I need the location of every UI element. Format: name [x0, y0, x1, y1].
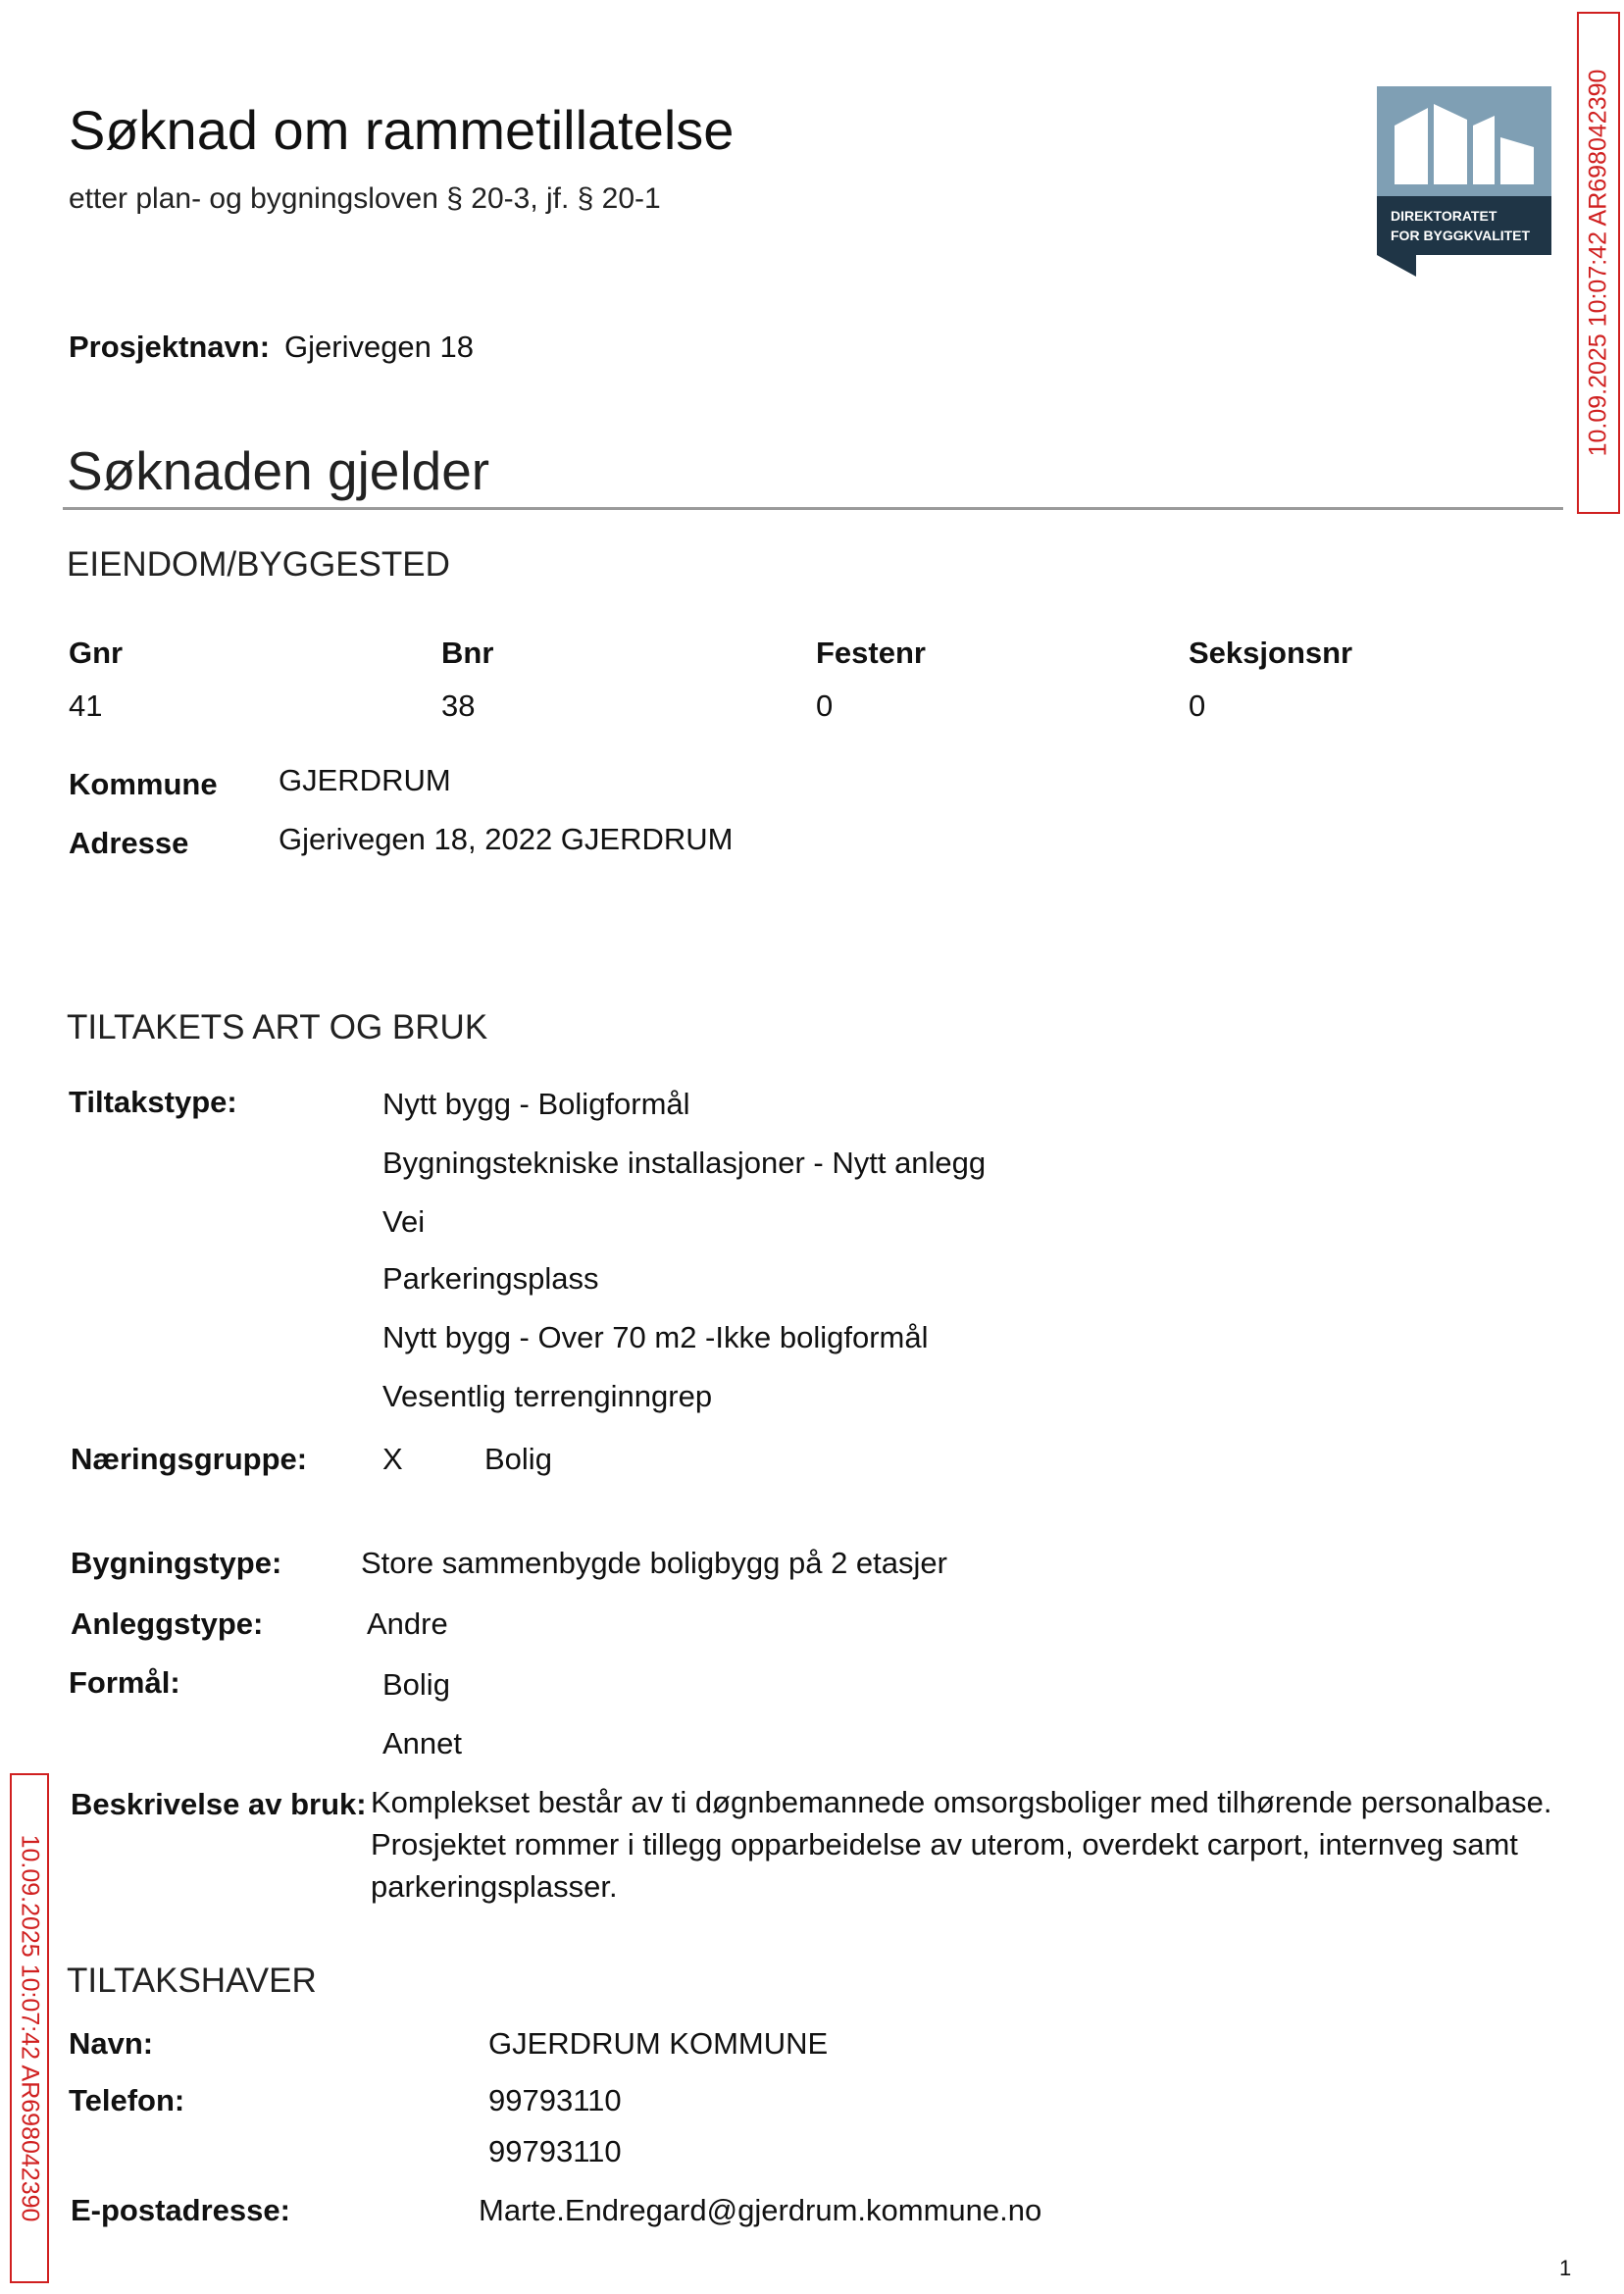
formal-item: Bolig — [382, 1667, 450, 1702]
tiltakstype-label: Tiltakstype: — [69, 1085, 237, 1119]
dibk-logo-icon — [1377, 86, 1551, 277]
bygningstype-value: Store sammenbygde boligbygg på 2 etasjer — [361, 1546, 947, 1580]
adresse-value: Gjerivegen 18, 2022 GJERDRUM — [279, 822, 734, 856]
anleggstype-value: Andre — [367, 1606, 448, 1641]
tiltakstype-item: Bygningstekniske installasjoner - Nytt anlegg — [382, 1146, 987, 1180]
kommune-value: GJERDRUM — [279, 763, 451, 797]
kommune-label: Kommune — [69, 767, 218, 801]
page-title: Søknad om rammetillatelse — [69, 99, 735, 161]
owner-section-title: TILTAKSHAVER — [67, 1962, 317, 2000]
formal-label: Formål: — [69, 1665, 180, 1700]
logo-text-line2: FOR BYGGKVALITET — [1391, 228, 1531, 243]
navn-value: GJERDRUM KOMMUNE — [488, 2026, 829, 2061]
anleggstype-label: Anleggstype: — [71, 1606, 264, 1641]
navn-label: Navn: — [69, 2026, 154, 2061]
beskrivelse-label: Beskrivelse av bruk: — [71, 1787, 367, 1821]
page-number: 1 — [1559, 2256, 1572, 2280]
seksjonsnr-value: 0 — [1189, 688, 1206, 723]
epost-label: E-postadresse: — [71, 2193, 290, 2227]
telefon-value: 99793110 — [488, 2134, 622, 2168]
telefon-label: Telefon: — [69, 2083, 185, 2117]
property-section-title: EIENDOM/BYGGESTED — [67, 545, 450, 584]
application-heading: Søknaden gjelder — [67, 440, 490, 501]
tiltakstype-item: Vei — [382, 1204, 426, 1239]
telefon-value: 99793110 — [488, 2083, 622, 2117]
measure-section-title: TILTAKETS ART OG BRUK — [67, 1008, 488, 1046]
seksjonsnr-label: Seksjonsnr — [1189, 636, 1353, 670]
bnr-value: 38 — [441, 688, 476, 723]
date-stamp-left — [10, 1773, 49, 2283]
project-name-label: Prosjektnavn: — [69, 330, 271, 364]
stamp-text: 10.09.2025 10:07:42 AR698042390 — [1584, 69, 1612, 457]
epost-value: Marte.Endregard@gjerdrum.kommune.no — [479, 2193, 1042, 2227]
festenr-label: Festenr — [816, 636, 926, 670]
tiltakstype-item: Nytt bygg - Boligformål — [382, 1087, 690, 1121]
bnr-label: Bnr — [441, 636, 494, 670]
naeringsgruppe-code: X — [382, 1442, 403, 1476]
dibk-logo — [1377, 86, 1551, 277]
gnr-value: 41 — [69, 688, 103, 723]
adresse-label: Adresse — [69, 826, 189, 860]
logo-text-line1: DIREKTORATET — [1391, 208, 1497, 224]
project-name-value: Gjerivegen 18 — [284, 330, 475, 364]
tiltakstype-item: Vesentlig terrenginngrep — [382, 1379, 713, 1413]
formal-item: Annet — [382, 1726, 463, 1760]
bygningstype-label: Bygningstype: — [71, 1546, 282, 1580]
festenr-value: 0 — [816, 688, 834, 723]
tiltakstype-item: Parkeringsplass — [382, 1261, 599, 1296]
stamp-text: 10.09.2025 10:07:42 AR698042390 — [16, 1834, 44, 2222]
gnr-label: Gnr — [69, 636, 124, 670]
date-stamp-right — [1577, 12, 1620, 514]
tiltakstype-item: Nytt bygg - Over 70 m2 -Ikke boligformål — [382, 1320, 929, 1354]
naeringsgruppe-value: Bolig — [484, 1442, 552, 1476]
beskrivelse-value: Komplekset består av ti døgnbemannede omsorgsboliger med tilhørende personalbase. Prosjektet rommer i tillegg opparbeidelse av uterom, overdekt carport, internveg samt parkeringsplasser. — [371, 1785, 1552, 1904]
page-subtitle: etter plan- og bygningsloven § 20-3, jf. § 20-1 — [69, 182, 661, 215]
heading-divider — [63, 507, 1563, 510]
naeringsgruppe-label: Næringsgruppe: — [71, 1442, 308, 1476]
